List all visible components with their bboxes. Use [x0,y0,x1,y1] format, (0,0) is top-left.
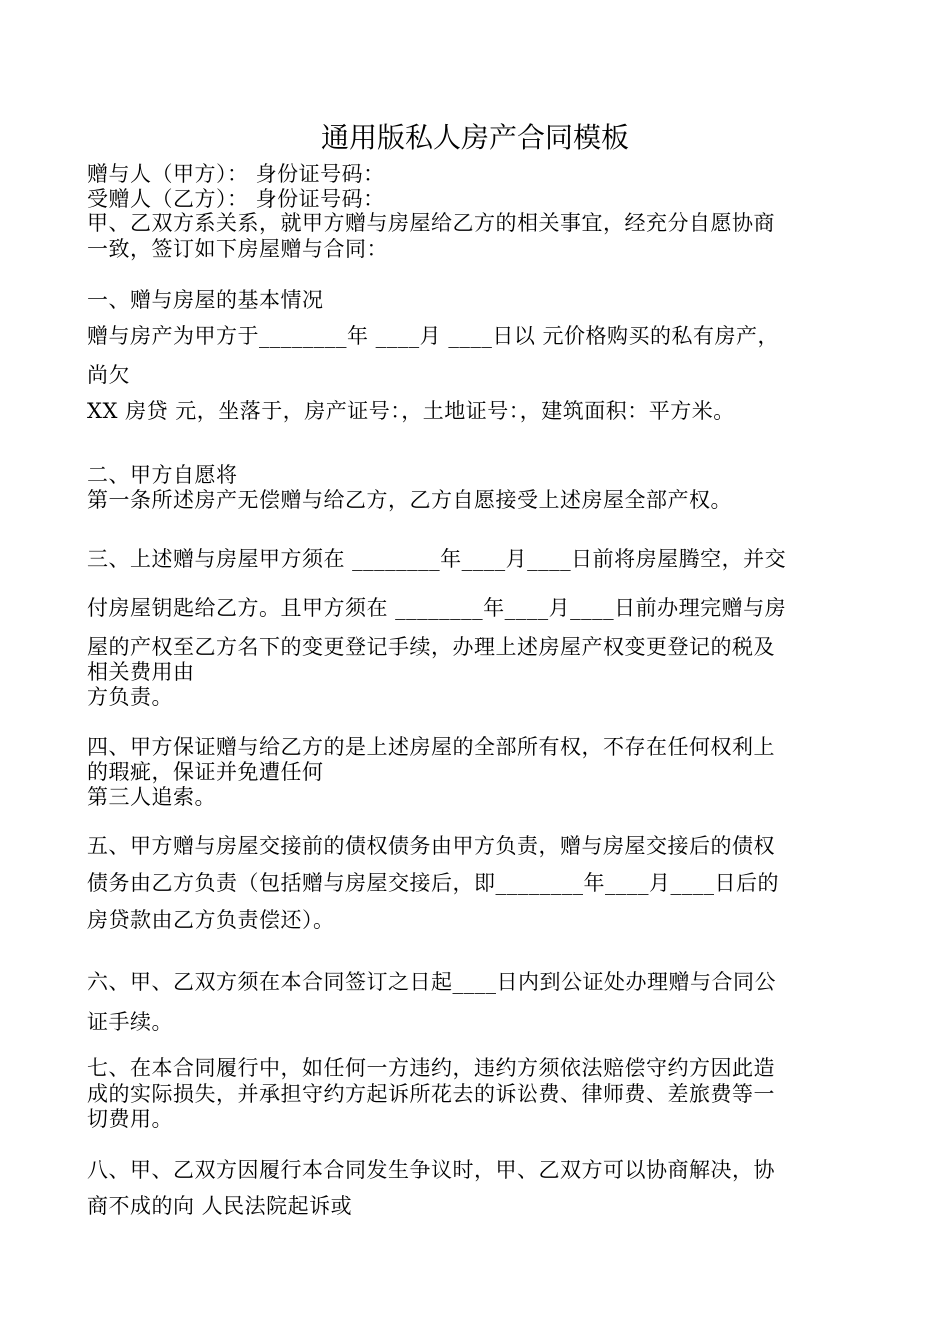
recipient-line: 受赠人（乙方）： 身份证号码： [87,187,385,211]
section-7-line-2: 成的实际损失，并承担守约方起诉所花去的诉讼费、律师费、差旅费等一 [87,1082,775,1106]
section-3-line-2: 付房屋钥匙给乙方。且甲方须在 ________年____月____日前办理完赠与房 [87,596,787,620]
section-1-line-1: 赠与房产为甲方于________年 ____月 ____日以 元价格购买的私有房产， [87,324,780,348]
section-3-line-5: 方负责。 [87,685,173,709]
preamble-line-1: 甲、乙双方系关系，就甲方赠与房屋给乙方的相关事宜，经充分自愿协商 [87,211,775,235]
section-8-line-2: 商不成的向 人民法院起诉或 [87,1194,353,1218]
section-7-line-3: 切费用。 [87,1107,173,1131]
section-3-line-4: 相关费用由 [87,660,195,684]
donor-line: 赠与人（甲方）： 身份证号码： [87,162,385,186]
section-6-line-2: 证手续。 [87,1010,173,1034]
section-2-line-1: 第一条所述房产无偿赠与给乙方，乙方自愿接受上述房屋全部产权。 [87,488,732,512]
section-6-line-1: 六、甲、乙双方须在本合同签订之日起____日内到公证处办理赠与合同公 [87,970,776,994]
section-7-line-1: 七、在本合同履行中，如任何一方违约，违约方须依法赔偿守约方因此造 [87,1056,775,1080]
section-4-line-3: 第三人追索。 [87,785,216,809]
preamble-line-2: 一致，签订如下房屋赠与合同： [87,237,388,261]
section-8-line-1: 八、甲、乙双方因履行本合同发生争议时，甲、乙双方可以协商解决，协 [87,1158,775,1182]
section-3-line-3: 屋的产权至乙方名下的变更登记手续，办理上述房屋产权变更登记的税及 [87,635,775,659]
section-3-line-1: 三、上述赠与房屋甲方须在 ________年____月____日前将房屋腾空，并交 [87,547,787,571]
section-1-line-2: 尚欠 [87,363,130,387]
section-1-line-3: XX 房贷 元，坐落于，房产证号：，土地证号：，建筑面积：平方米。 [87,399,735,423]
section-1-heading: 一、赠与房屋的基本情况 [87,288,324,312]
section-4-line-1: 四、甲方保证赠与给乙方的是上述房屋的全部所有权，不存在任何权利上 [87,735,775,759]
section-5-line-1: 五、甲方赠与房屋交接前的债权债务由甲方负责，赠与房屋交接后的债权 [87,834,775,858]
section-5-line-3: 房贷款由乙方负责偿还）。 [87,908,335,932]
section-4-line-2: 的瑕疵，保证并免遭任何 [87,760,324,784]
section-5-line-2: 债务由乙方负责（包括赠与房屋交接后，即________年____月____日后的 [87,871,779,895]
document-title: 通用版私人房产合同模板 [320,121,629,154]
section-2-heading: 二、甲方自愿将 [87,463,238,487]
